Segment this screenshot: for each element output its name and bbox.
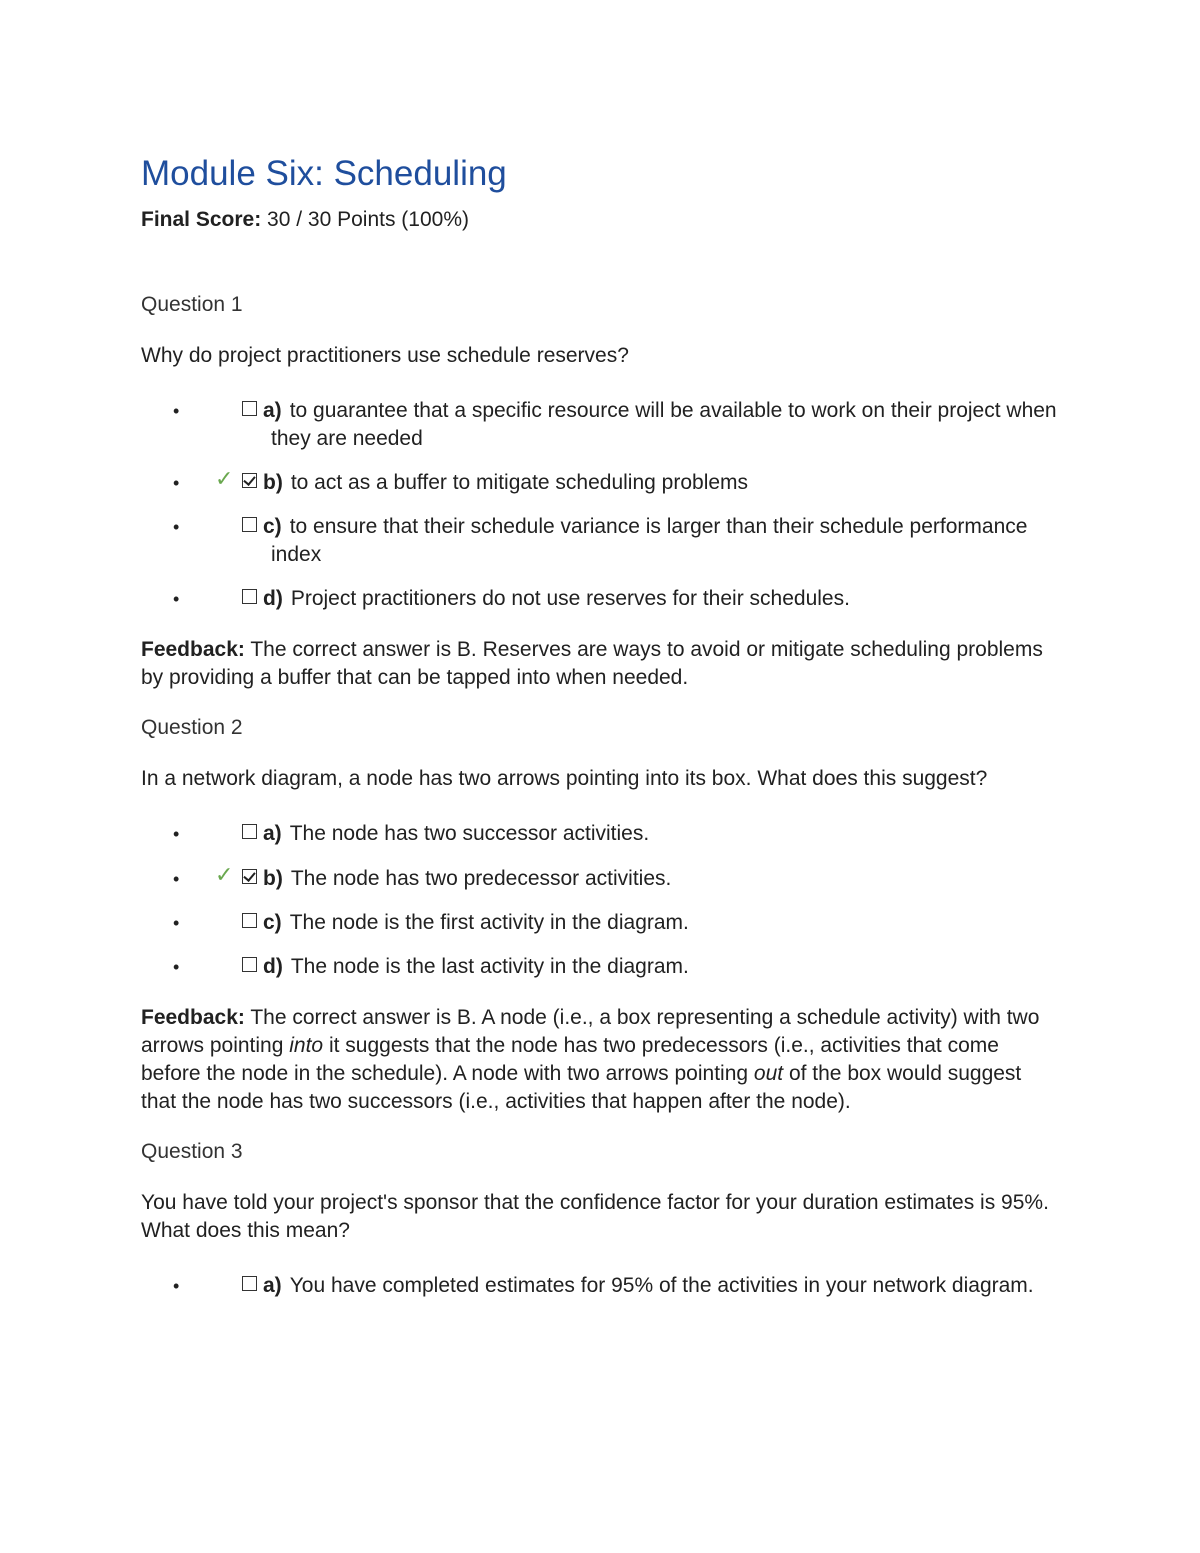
answer-letter: c) bbox=[263, 515, 282, 538]
checkbox-icon[interactable] bbox=[242, 913, 257, 928]
answer-option-a[interactable] bbox=[141, 397, 1061, 453]
answer-letter: a) bbox=[263, 822, 282, 845]
feedback-emphasis: out bbox=[753, 1062, 784, 1085]
answer-letter: b) bbox=[263, 471, 283, 494]
answer-list bbox=[141, 820, 1061, 981]
bullet-icon: • bbox=[173, 401, 180, 421]
answer-option-c[interactable] bbox=[141, 909, 1061, 937]
checkbox-icon[interactable] bbox=[242, 589, 257, 604]
answer-option-d[interactable] bbox=[141, 953, 1061, 981]
bullet-icon: • bbox=[173, 473, 180, 493]
answer-list bbox=[141, 1272, 1061, 1300]
feedback-text-part: The correct answer is B. A node (i.e., a box representing a schedule activity) with two arrows pointing bbox=[141, 1006, 1040, 1057]
answer-letter: a) bbox=[263, 1274, 282, 1297]
checkbox-icon[interactable] bbox=[242, 517, 257, 532]
question-3 bbox=[141, 1138, 1061, 1300]
question-text: Why do project practitioners use schedule reserves? bbox=[141, 344, 629, 367]
question-label: Question 3 bbox=[141, 1140, 243, 1163]
page-title: Module Six: Scheduling bbox=[141, 154, 507, 193]
answer-list bbox=[141, 397, 1061, 613]
answer-letter: b) bbox=[263, 867, 283, 890]
answer-option-b[interactable] bbox=[141, 862, 1061, 893]
answer-text: The node is the last activity in the diagram. bbox=[290, 955, 689, 978]
question-label: Question 2 bbox=[141, 716, 243, 739]
bullet-icon: • bbox=[173, 1276, 180, 1296]
answer-text: The node is the first activity in the diagram. bbox=[289, 911, 689, 934]
feedback-label: Feedback: bbox=[141, 1006, 245, 1029]
answer-text: Project practitioners do not use reserves for their schedules. bbox=[290, 587, 850, 610]
correct-check-icon: ✓ bbox=[215, 862, 234, 887]
answer-letter: d) bbox=[263, 955, 283, 978]
final-score-value: 30 / 30 Points (100%) bbox=[267, 208, 469, 231]
answer-option-b[interactable] bbox=[141, 466, 1061, 497]
feedback-text-part: of the box would suggest that the node has two successors (i.e., activities that happen after the node). bbox=[141, 1062, 1022, 1113]
answer-text: The node has two successor activities. bbox=[289, 822, 650, 845]
checkbox-icon[interactable] bbox=[242, 1276, 257, 1291]
feedback-text-part: it suggests that the node has two predecessors (i.e., activities that come before the node in the schedule). A node with two arrows pointing bbox=[141, 1034, 999, 1085]
question-1 bbox=[141, 291, 1061, 692]
feedback-text: The correct answer is B. Reserves are ways to avoid or mitigate scheduling problems by providing a buffer that can be tapped into when needed. bbox=[141, 638, 1043, 689]
answer-text: to guarantee that a specific resource will be available to work on their project when they are needed bbox=[271, 399, 1057, 450]
bullet-icon: • bbox=[173, 869, 180, 889]
answer-text: to ensure that their schedule variance is larger than their schedule performance index bbox=[271, 515, 1028, 566]
question-text: You have told your project's sponsor that the confidence factor for your duration estimates is 95%. What does this mean? bbox=[141, 1191, 1049, 1242]
checked-checkbox-icon[interactable] bbox=[242, 869, 257, 884]
answer-letter: d) bbox=[263, 587, 283, 610]
document-page bbox=[141, 150, 1061, 1300]
answer-option-c[interactable] bbox=[141, 513, 1061, 569]
bullet-icon: • bbox=[173, 957, 180, 977]
checkbox-icon[interactable] bbox=[242, 957, 257, 972]
question-2 bbox=[141, 714, 1061, 1116]
answer-text: You have completed estimates for 95% of the activities in your network diagram. bbox=[289, 1274, 1034, 1297]
feedback bbox=[141, 1004, 1061, 1116]
feedback-emphasis: into bbox=[289, 1034, 324, 1057]
bullet-icon: • bbox=[173, 913, 180, 933]
answer-option-d[interactable] bbox=[141, 585, 1061, 613]
answer-option-a[interactable] bbox=[141, 820, 1061, 848]
checked-checkbox-icon[interactable] bbox=[242, 473, 257, 488]
answer-option-a[interactable] bbox=[141, 1272, 1061, 1300]
answer-text: The node has two predecessor activities. bbox=[290, 867, 672, 890]
final-score bbox=[141, 206, 1061, 234]
answer-text: to act as a buffer to mitigate scheduling problems bbox=[290, 471, 749, 494]
bullet-icon: • bbox=[173, 589, 180, 609]
answer-letter: a) bbox=[263, 399, 282, 422]
answer-letter: c) bbox=[263, 911, 282, 934]
correct-check-icon: ✓ bbox=[215, 466, 234, 491]
bullet-icon: • bbox=[173, 517, 180, 537]
feedback-label: Feedback: bbox=[141, 638, 245, 661]
question-label: Question 1 bbox=[141, 293, 243, 316]
checkbox-icon[interactable] bbox=[242, 824, 257, 839]
question-text: In a network diagram, a node has two arrows pointing into its box. What does this suggest? bbox=[141, 767, 988, 790]
feedback bbox=[141, 636, 1061, 692]
checkbox-icon[interactable] bbox=[242, 401, 257, 416]
bullet-icon: • bbox=[173, 824, 180, 844]
final-score-label: Final Score: bbox=[141, 208, 262, 231]
